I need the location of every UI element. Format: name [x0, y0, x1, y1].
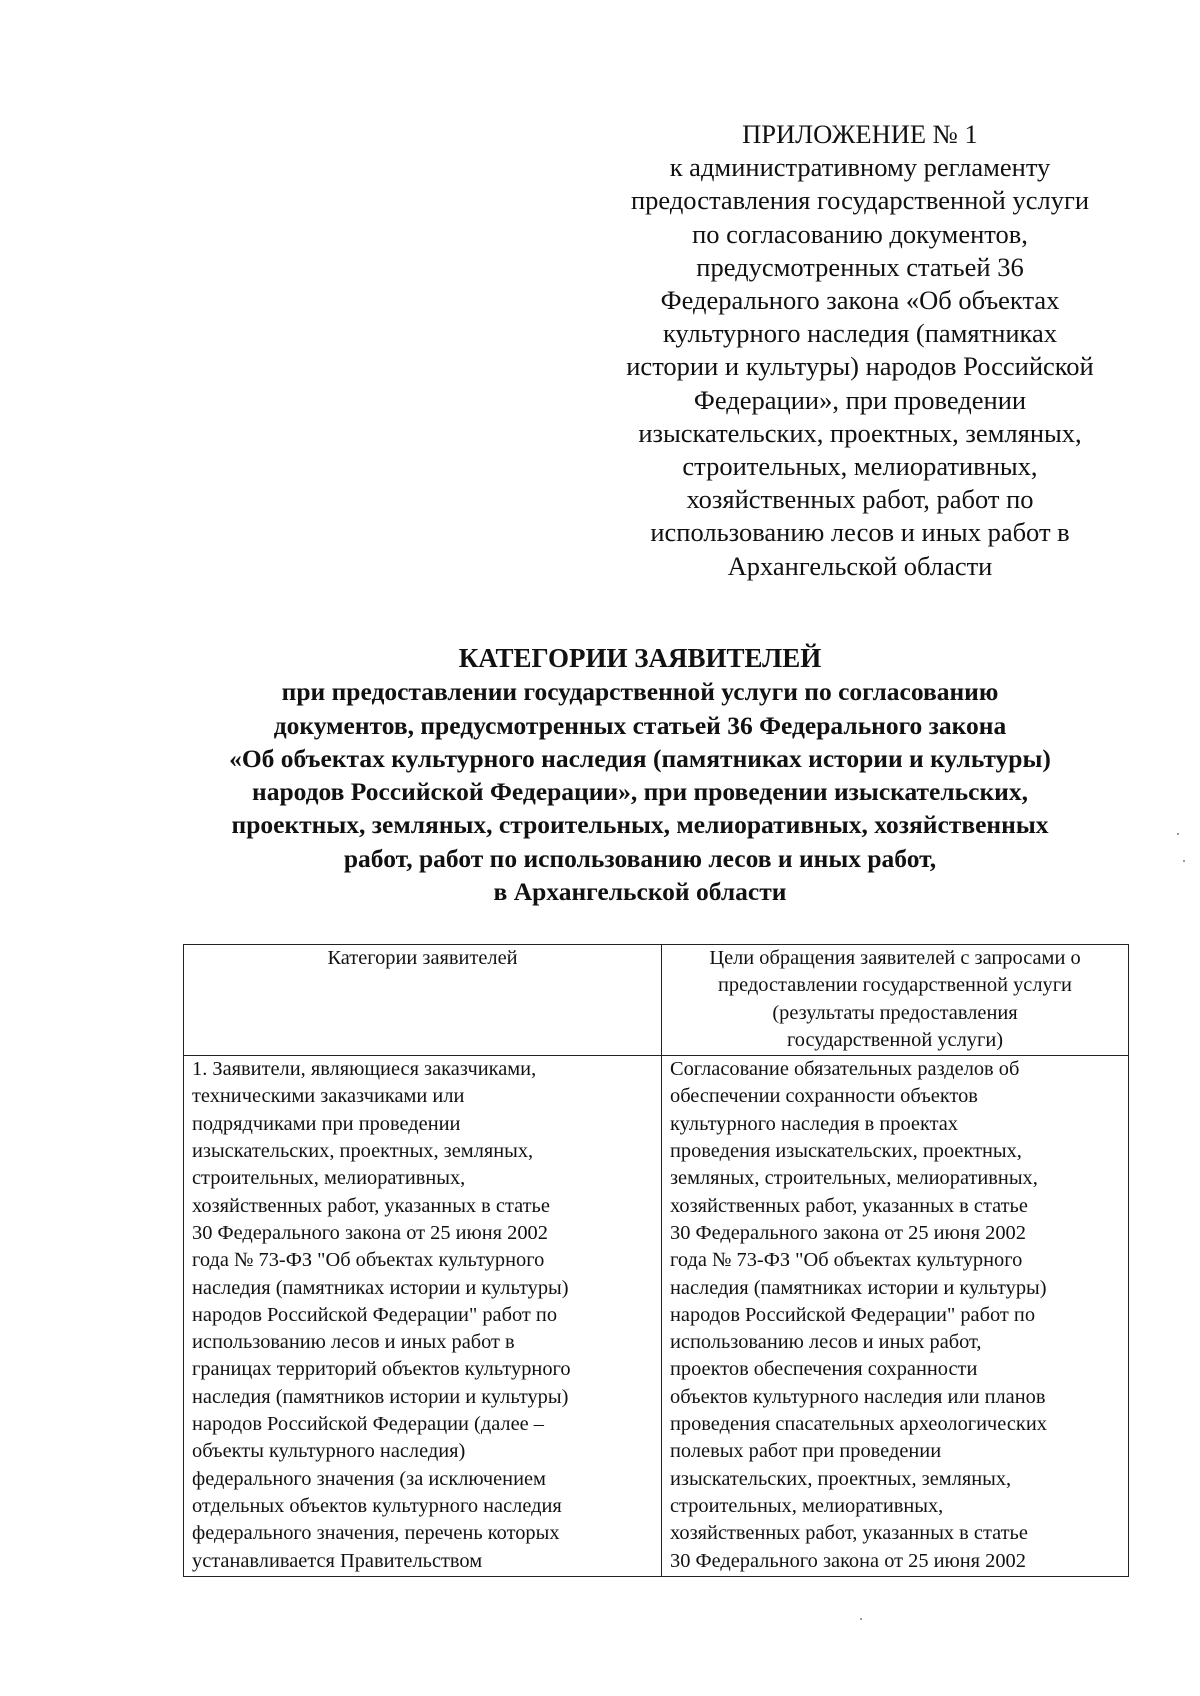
category-line: устанавливается Правительством [192, 1549, 483, 1572]
category-line: 30 Федерального закона от 25 июня 2002 [192, 1221, 548, 1244]
purpose-line: объектов культурного наследия или планов [670, 1385, 1046, 1408]
category-line: федерального значения, перечень которых [192, 1522, 560, 1545]
heading-line: «Об объектах культурного наследия (памятниках истории и культуры) [229, 743, 1051, 773]
table-header-row [184, 945, 1129, 1056]
purpose-line: года № 73-ФЗ "Об объектах культурного [670, 1249, 1023, 1272]
purpose-line: народов Российской Федерации" работ по [670, 1303, 1036, 1326]
appendix-line: истории и культуры) народов Российской [626, 351, 1094, 382]
category-line: хозяйственных работ, указанных в статье [192, 1194, 550, 1217]
category-line: техническими заказчиками или [192, 1085, 465, 1108]
scan-speck [1177, 833, 1179, 835]
heading-line: народов Российской Федерации», при проведении изыскательских, [252, 777, 1028, 807]
appendix-line: ПРИЛОЖЕНИЕ № 1 [742, 119, 978, 149]
purpose-line: земляных, строительных, мелиоративных, [670, 1167, 1038, 1190]
category-line: использованию лесов и иных работ в [192, 1331, 515, 1354]
category-line: наследия (памятниках истории и культуры) [192, 1276, 569, 1299]
heading-line: в Архангельской области [493, 877, 787, 907]
header-line: государственной услуги) [786, 1028, 1004, 1051]
categories-table [183, 944, 1129, 1577]
purpose-line: изыскательских, проектных, земляных, [670, 1467, 1012, 1490]
header-line: (результаты предоставления [772, 1001, 1018, 1024]
scan-speck [860, 1618, 862, 1620]
header-purposes [662, 945, 1129, 1056]
purpose-line: 30 Федерального закона от 25 июня 2002 [670, 1221, 1026, 1244]
appendix-line: строительных, мелиоративных, [682, 451, 1038, 482]
appendix-line: хозяйственных работ, работ по [686, 484, 1034, 515]
header-line: предоставлении государственной услуги [718, 974, 1072, 997]
heading-line: при предоставлении государственной услуги по согласованию [281, 677, 999, 707]
purpose-line: культурного наследия в проектах [670, 1112, 959, 1135]
table-row [184, 1056, 1129, 1577]
category-line: наследия (памятников истории и культуры) [192, 1385, 569, 1408]
heading-line: проектных, земляных, строительных, мелиоративных, хозяйственных [231, 810, 1049, 840]
purpose-line: полевых работ при проведении [670, 1440, 942, 1463]
purpose-line: проектов обеспечения сохранности [670, 1358, 978, 1381]
appendix-line: использованию лесов и иных работ в [650, 517, 1070, 548]
category-line: изыскательских, проектных, земляных, [192, 1140, 534, 1163]
category-line: границах территорий объектов культурного [192, 1358, 571, 1381]
category-line: года № 73-ФЗ "Об объектах культурного [192, 1249, 545, 1272]
purpose-line: 30 Федерального закона от 25 июня 2002 [670, 1549, 1026, 1572]
category-cell [184, 1056, 662, 1577]
purpose-line: хозяйственных работ, указанных в статье [670, 1522, 1028, 1545]
appendix-line: культурного наследия (памятниках [662, 318, 1058, 349]
purpose-line: Согласование обязательных разделов об [670, 1058, 1020, 1081]
appendix-line: предоставления государственной услуги [630, 185, 1090, 216]
document-heading [170, 642, 1110, 908]
table-body [184, 1056, 1129, 1577]
purpose-line: проведения изыскательских, проектных, [670, 1140, 1022, 1163]
purpose-line: проведения спасательных археологических [670, 1413, 1047, 1436]
category-line: объекты культурного наследия) [192, 1440, 466, 1463]
purpose-line: хозяйственных работ, указанных в статье [670, 1194, 1028, 1217]
category-line: подрядчиками при проведении [192, 1112, 461, 1135]
heading-line: работ, работ по использованию лесов и иных работ, [343, 843, 937, 873]
appendix-line: Федерального закона «Об объектах [660, 285, 1060, 316]
header-line: Категории заявителей [327, 947, 518, 969]
category-line: отдельных объектов культурного наследия [192, 1494, 562, 1517]
appendix-line: предусмотренных статьей 36 [696, 251, 1024, 282]
document-title: КАТЕГОРИИ ЗАЯВИТЕЛЕЙ [458, 643, 822, 673]
appendix-line: к административному регламенту [669, 152, 1051, 183]
purpose-line: использованию лесов и иных работ, [670, 1331, 982, 1354]
category-line: народов Российской Федерации" работ по [192, 1303, 558, 1326]
heading-line: документов, предусмотренных статьей 36 Федерального закона [273, 710, 1007, 740]
category-line: народов Российской Федерации (далее – [192, 1413, 545, 1436]
appendix-block [600, 118, 1120, 583]
purpose-cell [662, 1056, 1129, 1577]
appendix-line: изыскательских, проектных, земляных, [638, 417, 1082, 448]
category-line: строительных, мелиоративных, [192, 1167, 466, 1190]
purpose-line: обеспечении сохранности объектов [670, 1085, 978, 1108]
header-categories [184, 945, 662, 1056]
category-line: федерального значения (за исключением [192, 1467, 546, 1490]
appendix-line: по согласованию документов, [692, 218, 1028, 249]
category-line: 1. Заявители, являющиеся заказчиками, [192, 1058, 537, 1081]
scan-speck [1183, 860, 1185, 862]
purpose-line: наследия (памятниках истории и культуры) [670, 1276, 1047, 1299]
appendix-line: Архангельской области [727, 550, 993, 581]
appendix-line: Федерации», при проведении [693, 384, 1027, 415]
purpose-line: строительных, мелиоративных, [670, 1494, 944, 1517]
header-line: Цели обращения заявителей с запросами о [709, 947, 1081, 969]
